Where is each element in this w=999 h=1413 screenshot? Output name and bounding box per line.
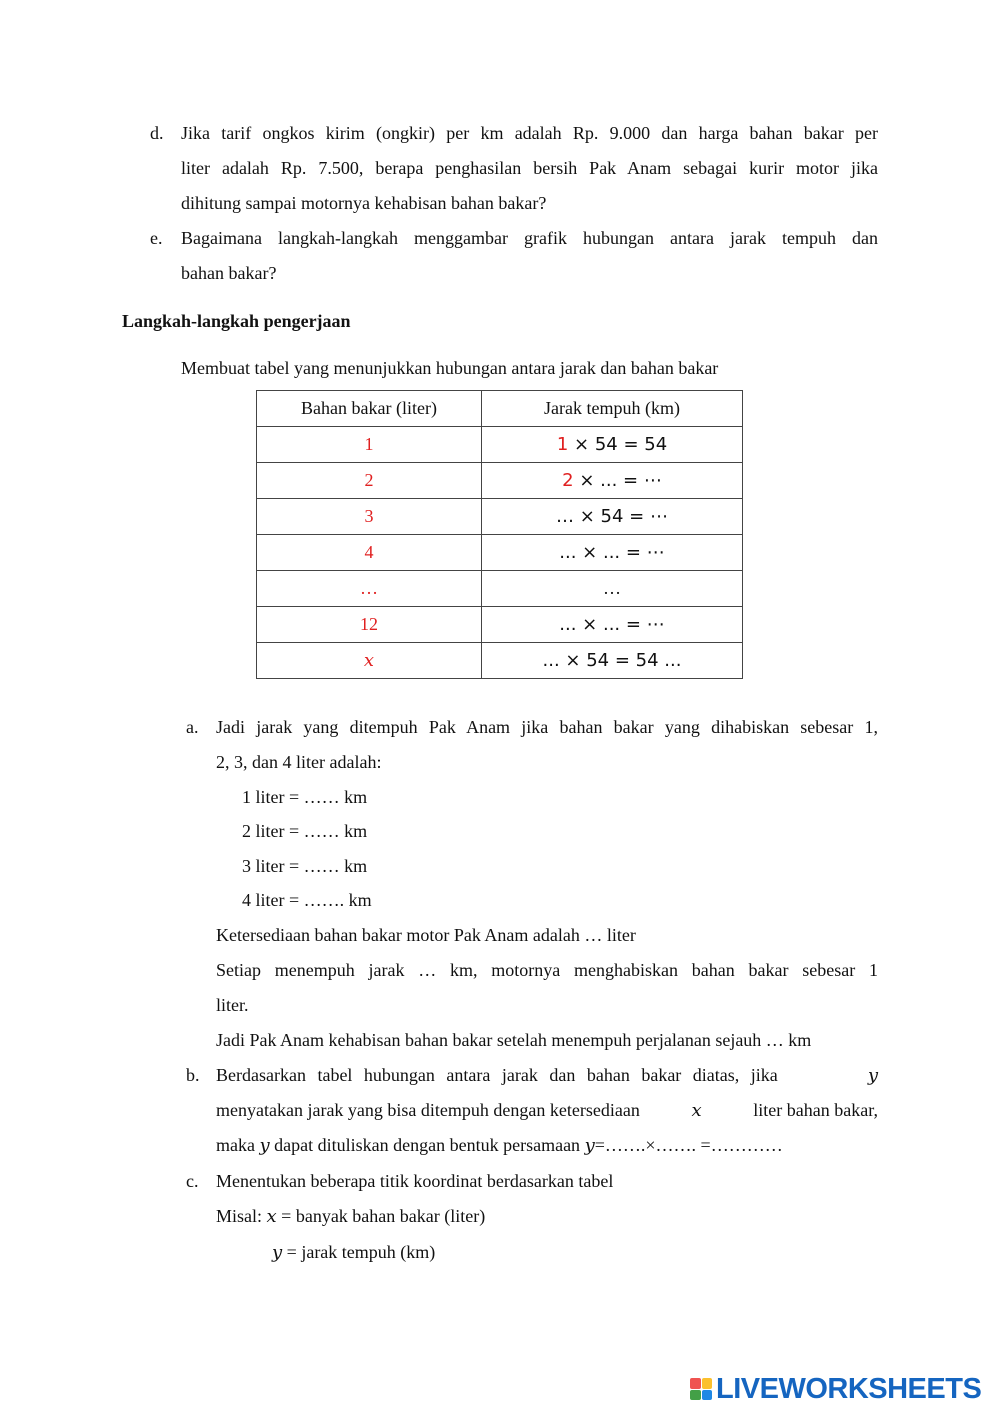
- table-intro: Membuat tabel yang menunjukkan hubungan antara jarak dan bahan bakar: [181, 358, 719, 378]
- var-y: y: [259, 1135, 270, 1156]
- answer-4-liter: 4 liter = ……. km: [242, 890, 372, 910]
- table-row: [257, 427, 743, 463]
- part-b-line-2: [216, 1093, 878, 1128]
- misal-line: [216, 1199, 485, 1234]
- answer-3-liter: 3 liter = …… km: [242, 856, 368, 876]
- fuel-cell: 1: [257, 427, 482, 463]
- distance-expression: × ... = ⋯: [573, 470, 662, 491]
- y-definition: = jarak tempuh (km): [286, 1242, 436, 1262]
- equation-blank: =…….×……. =…………: [594, 1135, 783, 1155]
- every-line-2: liter.: [216, 995, 249, 1015]
- y-definition-line: [272, 1235, 435, 1270]
- part-a-line-1: Jadi jarak yang ditempuh Pak Anam jika bahan bakar yang dihabiskan sebesar 1,: [216, 717, 878, 737]
- table-row: [257, 643, 743, 679]
- misal-label: Misal:: [216, 1206, 263, 1226]
- fuel-cell: 2: [257, 463, 482, 499]
- table-row: [257, 463, 743, 499]
- every-line-1: Setiap menempuh jarak … km, motornya menghabiskan bahan bakar sebesar 1: [216, 960, 878, 980]
- part-c-marker: c.: [186, 1171, 199, 1191]
- part-b-line-2-text: menyatakan jarak yang bisa ditempuh dengan ketersediaan: [216, 1100, 640, 1120]
- table-row: [257, 535, 743, 571]
- answer-2-liter: 2 liter = …… km: [242, 821, 368, 841]
- availability-text: Ketersediaan bahan bakar motor Pak Anam adalah … liter: [216, 925, 636, 945]
- distance-cell: [482, 499, 743, 535]
- section-title: Langkah-langkah pengerjaan: [122, 311, 351, 331]
- logo-mark-icon: [690, 1378, 712, 1400]
- x-definition: = banyak bahan bakar (liter): [281, 1206, 486, 1226]
- fuel-cell: 12: [257, 607, 482, 643]
- var-x: x: [691, 1100, 702, 1121]
- distance-expression: × 54 = 54: [568, 434, 668, 455]
- part-b-line-1-text: Berdasarkan tabel hubungan antara jarak dan bahan bakar diatas, jika: [216, 1065, 778, 1085]
- distance-expression: ... × ... = ⋯: [559, 542, 665, 563]
- distance-cell: [482, 607, 743, 643]
- table-row: [257, 571, 743, 607]
- distance-cell: [482, 571, 743, 607]
- table-header-fuel: Bahan bakar (liter): [257, 391, 482, 427]
- fuel-cell: x: [257, 643, 482, 679]
- fuel-cell: 4: [257, 535, 482, 571]
- question-e-marker: e.: [150, 228, 163, 248]
- part-b-line-2-end: liter bahan bakar,: [753, 1100, 878, 1120]
- part-b-marker: b.: [186, 1065, 200, 1085]
- part-b-line-1: [216, 1058, 878, 1093]
- question-d-line-3: dihitung sampai motornya kehabisan bahan bakar?: [181, 193, 547, 213]
- var-y: y: [584, 1135, 595, 1156]
- question-e-line-1: Bagaimana langkah-langkah menggambar grafik hubungan antara jarak tempuh dan: [181, 228, 878, 248]
- distance-multiplier: 2: [562, 470, 574, 491]
- part-a-marker: a.: [186, 717, 199, 737]
- table-header-distance: Jarak tempuh (km): [482, 391, 743, 427]
- var-x: x: [266, 1206, 277, 1227]
- fuel-cell: 3: [257, 499, 482, 535]
- fuel-cell: …: [257, 571, 482, 607]
- var-y: y: [867, 1065, 878, 1086]
- distance-expression: …: [603, 578, 621, 598]
- logo-text: LIVEWORKSHEETS: [716, 1372, 982, 1405]
- distance-cell: [482, 427, 743, 463]
- distance-expression: ... × ... = ⋯: [559, 614, 665, 635]
- distance-multiplier: 1: [556, 434, 569, 455]
- question-d-line-1: Jika tarif ongkos kirim (ongkir) per km adalah Rp. 9.000 dan harga bahan bakar per: [181, 123, 878, 143]
- question-e-line-2: bahan bakar?: [181, 263, 277, 283]
- question-d-marker: d.: [150, 123, 164, 143]
- distance-cell: [482, 463, 743, 499]
- distance-cell: [482, 643, 743, 679]
- question-d-line-2: liter adalah Rp. 7.500, berapa penghasilan bersih Pak Anam sebagai kurir motor jika: [181, 158, 878, 178]
- part-b-line-3-pre: maka: [216, 1135, 255, 1155]
- conclusion-text: Jadi Pak Anam kehabisan bahan bakar setelah menempuh perjalanan sejauh … km: [216, 1030, 812, 1050]
- part-b-line-3: [216, 1128, 783, 1163]
- liveworksheets-logo: [690, 1374, 981, 1404]
- distance-cell: [482, 535, 743, 571]
- fuel-distance-table: [256, 390, 743, 679]
- distance-expression: … × 54 = ⋯: [556, 506, 668, 527]
- part-b-line-3-mid: dapat dituliskan dengan bentuk persamaan: [274, 1135, 581, 1155]
- distance-expression: ... × 54 = 54 ...: [542, 650, 682, 671]
- answer-1-liter: 1 liter = …… km: [242, 787, 368, 807]
- part-a-line-2: 2, 3, dan 4 liter adalah:: [216, 752, 382, 772]
- var-y: y: [272, 1242, 283, 1263]
- part-c-line-1: Menentukan beberapa titik koordinat berdasarkan tabel: [216, 1171, 614, 1191]
- table-row: [257, 499, 743, 535]
- table-header-row: [257, 391, 743, 427]
- table-row: [257, 607, 743, 643]
